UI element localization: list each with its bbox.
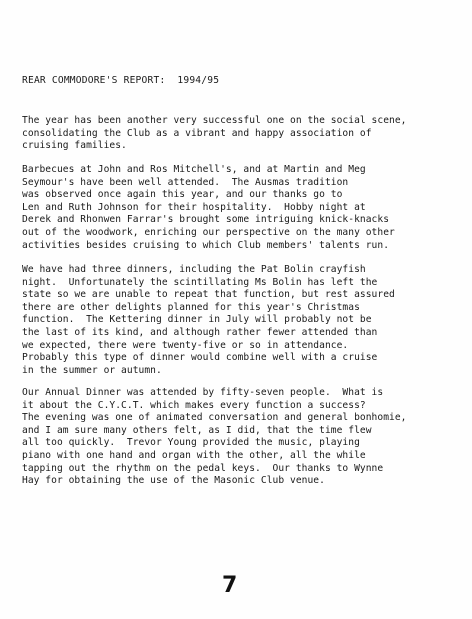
text-line: activities besides cruising to which Club members' talents run.: [22, 239, 390, 251]
text-line: function. The Kettering dinner in July will probably not be: [22, 314, 372, 326]
text-line: night. Unfortunately the scintillating Ms Bolin has left the: [22, 276, 378, 288]
text-line: there are other delights planned for this year's Christmas: [22, 301, 360, 313]
text-line: it about the C.Y.C.T. which makes every function a success?: [22, 399, 366, 411]
text-line: The year has been another very successful one on the social scene,: [22, 115, 407, 126]
paragraph-2: [22, 164, 462, 252]
paragraph-1: [22, 115, 462, 153]
text-line: and I am sure many others felt, as I did, that the time flew: [22, 424, 372, 436]
paragraph-3: [22, 264, 462, 377]
text-line: was observed once again this year, and our thanks go to: [22, 189, 343, 201]
text-line: Derek and Rhonwen Farrar's brought some intriguing knick-knacks: [22, 214, 390, 226]
text-line: state so we are unable to repeat that function, but rest assured: [22, 289, 395, 301]
text-line: Our Annual Dinner was attended by fifty-seven people. What is: [22, 387, 384, 398]
text-line: we expected, there were twenty-five or so in attendance.: [22, 339, 349, 351]
text-line: The evening was one of animated conversation and general bonhomie,: [22, 412, 407, 424]
text-line: piano with one hand and organ with the other, all the while: [22, 449, 366, 461]
text-line: We have had three dinners, including the Pat Bolin crayfish: [22, 264, 366, 275]
text-line: tapping out the rhythm on the pedal keys. Our thanks to Wynne: [22, 462, 384, 474]
text-line: out of the woodwork, enriching our perspective on the many other: [22, 226, 395, 238]
text-line: cruising families.: [22, 140, 127, 152]
paragraph-4: [22, 387, 462, 488]
text-line: consolidating the Club as a vibrant and happy association of: [22, 127, 372, 139]
report-heading: REAR COMMODORE'S REPORT: 1994/95: [22, 75, 220, 86]
text-line: Len and Ruth Johnson for their hospitality. Hobby night at: [22, 201, 366, 213]
text-line: all too quickly. Trevor Young provided the music, playing: [22, 437, 360, 449]
page-number: 7: [222, 573, 238, 598]
text-line: Barbecues at John and Ros Mitchell's, and at Martin and Meg: [22, 164, 366, 175]
text-line: the last of its kind, and although rather fewer attended than: [22, 326, 378, 338]
text-line: Seymour's have been well attended. The Ausmas tradition: [22, 176, 349, 188]
text-line: Hay for obtaining the use of the Masonic Club venue.: [22, 475, 325, 487]
text-line: Probably this type of dinner would combine well with a cruise: [22, 352, 378, 364]
text-line: in the summer or autumn.: [22, 364, 162, 376]
